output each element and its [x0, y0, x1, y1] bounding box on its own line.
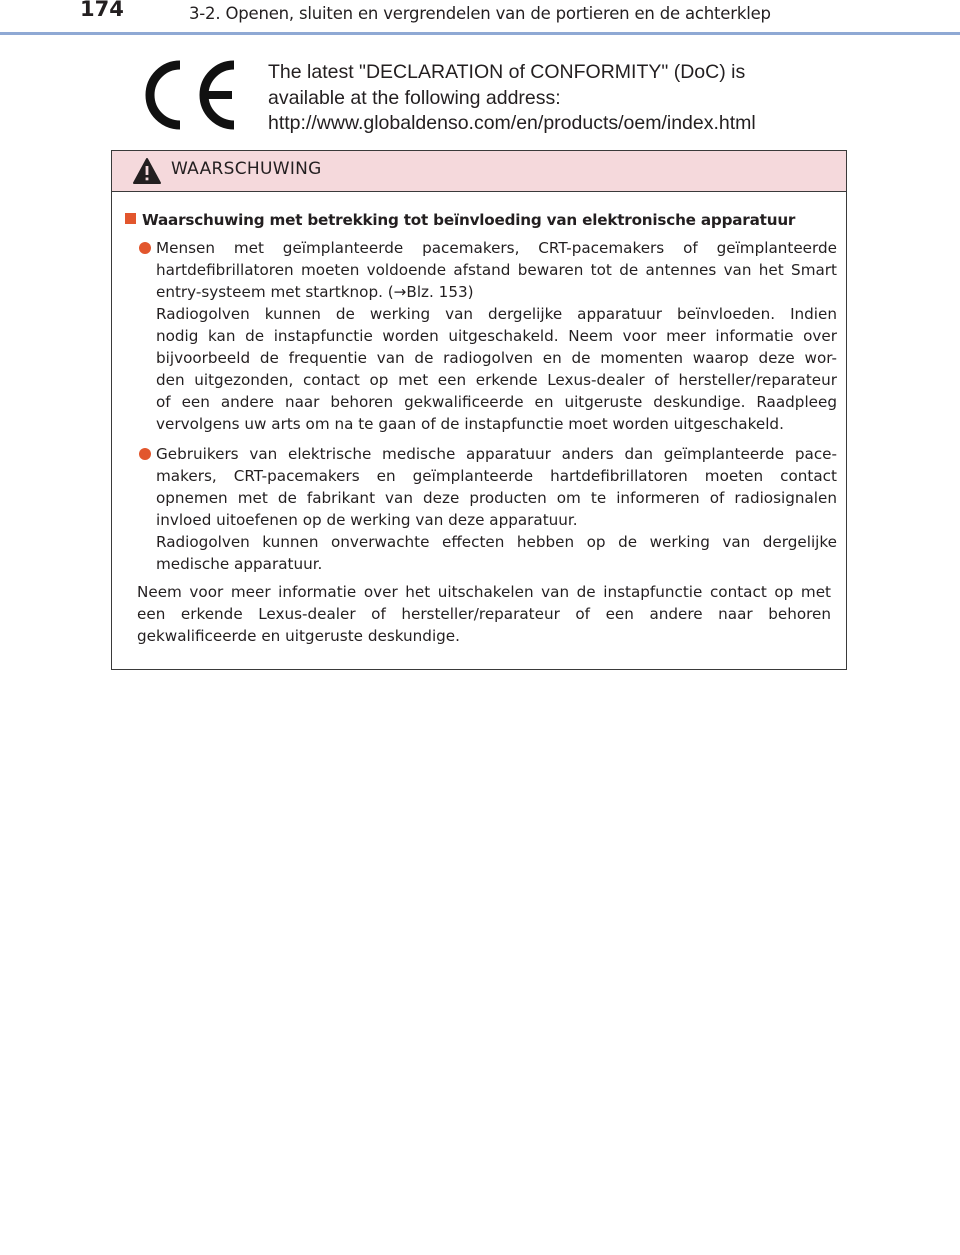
header-rule — [0, 32, 960, 35]
round-bullet-icon — [139, 448, 151, 460]
bullet-line: entry-systeem met startknop. (→Blz. 153) — [156, 283, 474, 301]
round-bullet-icon — [139, 242, 151, 254]
bullet-line: hartdefibrillatoren moeten voldoende afstand bewaren tot de antennes van het Smart — [156, 261, 837, 279]
closing-paragraph — [137, 581, 831, 647]
ce-mark-logo — [140, 60, 240, 130]
bullet-line: Radiogolven kunnen de werking van dergelijke apparatuur beïnvloeden. Indien — [156, 305, 837, 323]
square-bullet-icon — [125, 213, 136, 224]
warning-box — [111, 150, 847, 670]
doc-notice-line: The latest "DECLARATION of CONFORMITY" (DoC) is — [268, 61, 746, 83]
bullet-line: Radiogolven kunnen onverwachte effecten hebben op de werking van dergelijke — [156, 533, 837, 551]
warning-title: WAARSCHUWING — [171, 159, 322, 179]
closing-line: Neem voor meer informatie over het uitschakelen van de instapfunctie contact op met — [137, 583, 831, 601]
page-header — [0, 0, 960, 36]
bullet-line: of een andere naar behoren gekwalificeerde en uitgeruste deskundige. Raadpleeg — [156, 393, 837, 411]
bullet-line: nodig kan de instapfunctie worden uitgeschakeld. Neem voor meer informatie over — [156, 327, 837, 345]
doc-notice-url: http://www.globaldenso.com/en/products/oem/index.html — [268, 112, 756, 134]
warning-triangle-icon — [132, 157, 162, 185]
doc-notice — [268, 60, 828, 137]
doc-notice-line: available at the following address: — [268, 86, 561, 109]
warning-subheading — [125, 209, 795, 231]
bullet-line: opnemen met de fabrikant van deze producten om te informeren of radiosignalen — [156, 489, 837, 507]
bullet-item — [156, 237, 837, 435]
bullet-line: makers, CRT-pacemakers en geïmplanteerde hartdefibrillatoren moeten contact — [156, 467, 837, 485]
closing-line: gekwalificeerde en uitgeruste deskundige. — [137, 627, 460, 645]
bullet-line: invloed uitoefenen op de werking van deze apparatuur. — [156, 511, 578, 529]
closing-line: een erkende Lexus-dealer of hersteller/reparateur of een andere naar behoren — [137, 605, 831, 623]
warning-header — [112, 151, 846, 192]
bullet-line: den uitgezonden, contact op met een erkende Lexus-dealer of hersteller/reparateur — [156, 371, 837, 389]
bullet-line: Mensen met geïmplanteerde pacemakers, CRT-pacemakers of geïmplanteerde — [156, 239, 837, 257]
bullet-item — [156, 443, 837, 575]
section-title: 3-2. Openen, sluiten en vergrendelen van de portieren en de achterklep — [189, 4, 771, 23]
bullet-line: medische apparatuur. — [156, 555, 323, 573]
bullet-line: Gebruikers van elektrische medische apparatuur anders dan geïmplanteerde pace- — [156, 445, 837, 463]
warning-subheading-text: Waarschuwing met betrekking tot beïnvloeding van elektronische apparatuur — [142, 211, 796, 229]
page-number: 174 — [80, 0, 124, 21]
bullet-line: vervolgens uw arts om na te gaan of de instapfunctie moet worden uitgeschakeld. — [156, 415, 784, 433]
bullet-line: bijvoorbeeld de frequentie van de radiogolven en de momenten waarop deze wor- — [156, 349, 837, 367]
